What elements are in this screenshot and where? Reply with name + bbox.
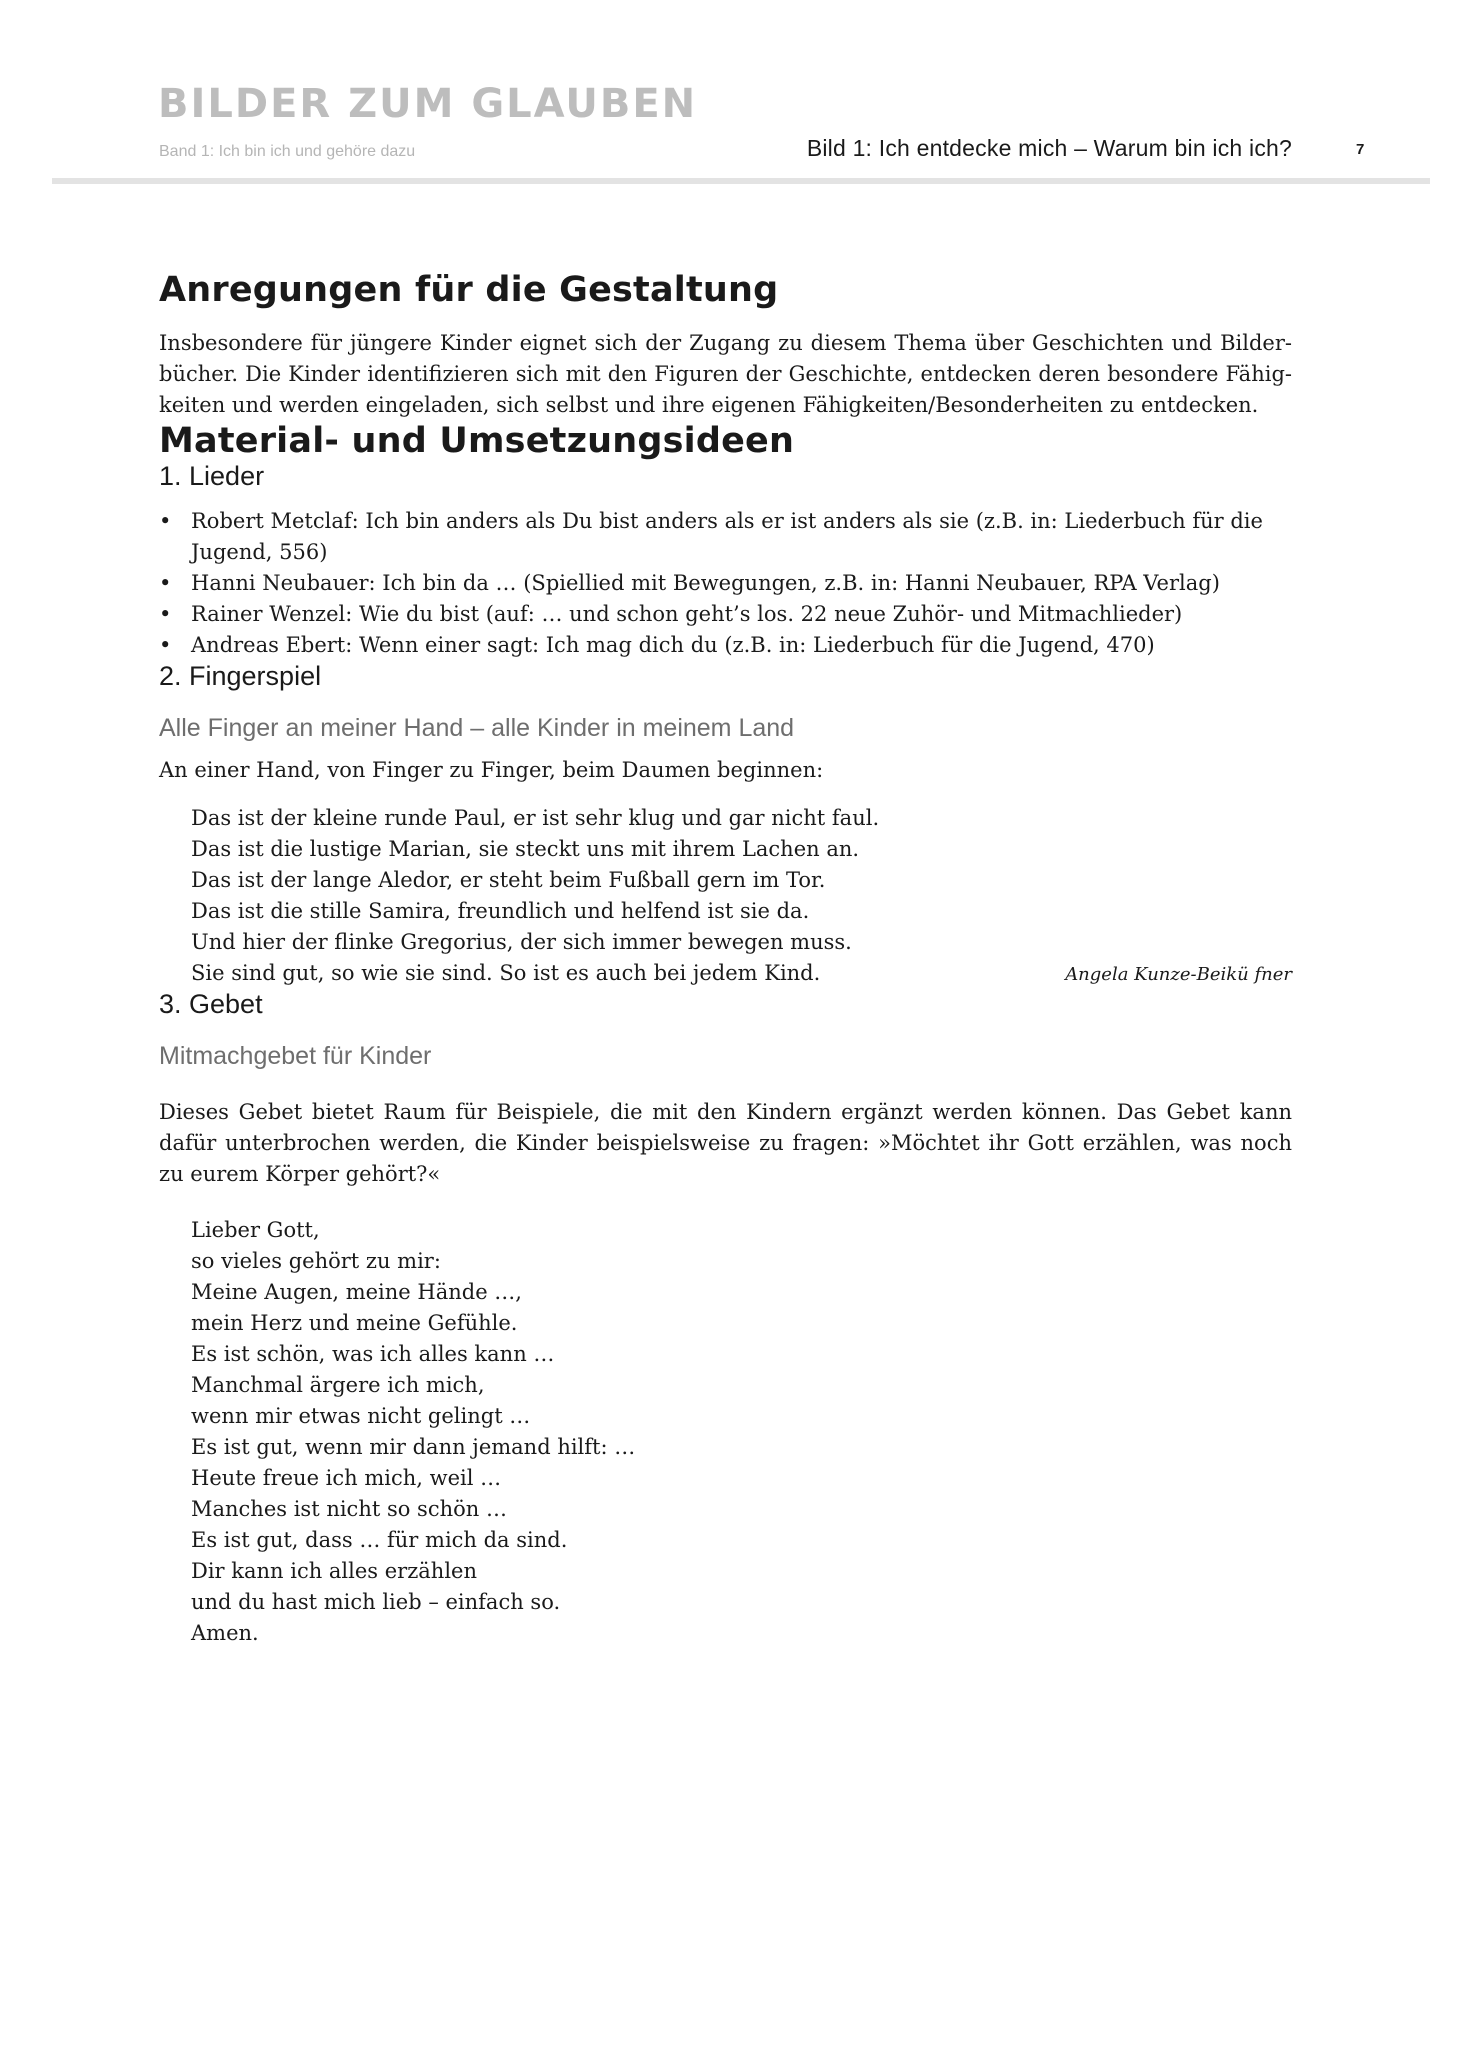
prayer-line: Meine Augen, meine Hände …, bbox=[191, 1280, 522, 1304]
poem-line: Das ist der lange Aledor, er steht beim Fußball gern im Tor. bbox=[191, 868, 826, 892]
prayer-line: Dir kann ich alles erzählen bbox=[191, 1559, 477, 1583]
list-item bbox=[159, 630, 1292, 661]
song-entry: Robert Metclaf: Ich bin anders als Du bist anders als er ist anders als sie (z.B. in: Liederbuch für die Jugend, 556) bbox=[191, 509, 1263, 564]
poem-line: Das ist die lustige Marian, sie steckt uns mit ihrem Lachen an. bbox=[191, 837, 860, 861]
prayer-text bbox=[191, 1215, 1292, 1649]
poem-line: Und hier der flinke Gregorius, der sich immer bewegen muss. bbox=[191, 930, 852, 954]
fingerplay-title: Alle Finger an meiner Hand – alle Kinder in meinem Land bbox=[159, 714, 795, 742]
subheading-songs: 1. Lieder bbox=[159, 461, 265, 491]
header-divider bbox=[52, 178, 1430, 184]
prayer-intro: Dieses Gebet bietet Raum für Beispiele, die mit den Kindern ergänzt werden können. Das Gebet kann dafür unterbrochen werden, die Kinder beispielsweise zu fragen: »Möchtet ihr Gott erzählen, was noch zu eurem Körper gehört?« bbox=[159, 1100, 1292, 1186]
bullet: • bbox=[159, 509, 172, 533]
song-entry: Rainer Wenzel: Wie du bist (auf: … und schon geht’s los. 22 neue Zuhör- und Mitmachlieder) bbox=[191, 602, 1183, 626]
page-number: 7 bbox=[1356, 141, 1365, 158]
page-content bbox=[159, 270, 1292, 1649]
poem-line: Sie sind gut, so wie sie sind. So ist es auch bei jedem Kind. bbox=[191, 961, 821, 985]
prayer-line: so vieles gehört zu mir: bbox=[191, 1249, 441, 1273]
prayer-line: Es ist gut, wenn mir dann jemand hilft: … bbox=[191, 1435, 636, 1459]
list-item bbox=[159, 599, 1292, 630]
subheading-fingerplay: 2. Fingerspiel bbox=[159, 661, 322, 691]
bullet: • bbox=[159, 633, 172, 657]
section-heading-materials: Material- und Umsetzungsideen bbox=[159, 421, 795, 461]
section-heading-design: Anregungen für die Gestaltung bbox=[159, 270, 779, 310]
prayer-line: Manches ist nicht so schön … bbox=[191, 1497, 507, 1521]
chapter-title: Bild 1: Ich entdecke mich – Warum bin ich ich? bbox=[806, 135, 1292, 161]
poem-author: Angela Kunze-Beikü fner bbox=[1065, 964, 1292, 985]
prayer-line: Amen. bbox=[191, 1621, 259, 1645]
prayer-line: mein Herz und meine Gefühle. bbox=[191, 1311, 518, 1335]
poem-line: Das ist der kleine runde Paul, er ist sehr klug und gar nicht faul. bbox=[191, 806, 880, 830]
song-list bbox=[159, 506, 1292, 661]
poem-line: Das ist die stille Samira, freundlich und helfend ist sie da. bbox=[191, 899, 810, 923]
fingerplay-poem bbox=[191, 803, 1292, 989]
prayer-line: Heute freue ich mich, weil … bbox=[191, 1466, 502, 1490]
prayer-line: wenn mir etwas nicht gelingt … bbox=[191, 1404, 531, 1428]
intro-paragraph: Insbesondere für jüngere Kinder eignet sich der Zugang zu diesem Thema über Geschichten und Bilderbücher. Die Kinder identifizieren sich mit den Figuren der Geschichte, entdecken deren besondere Fähigkeiten und werden eingeladen, sich selbst und ihre eigenen Fähigkeiten/Besonderheiten zu entdecken. bbox=[159, 331, 1292, 417]
subheading-prayer: 3. Gebet bbox=[159, 989, 263, 1019]
song-entry: Andreas Ebert: Wenn einer sagt: Ich mag dich du (z.B. in: Liederbuch für die Jugend, 470) bbox=[191, 633, 1155, 657]
bullet: • bbox=[159, 571, 172, 595]
fingerplay-instruction: An einer Hand, von Finger zu Finger, beim Daumen beginnen: bbox=[159, 758, 824, 782]
prayer-line: Es ist schön, was ich alles kann … bbox=[191, 1342, 555, 1366]
series-subtitle: Band 1: Ich bin ich und gehöre dazu bbox=[159, 143, 416, 160]
prayer-line: Es ist gut, dass … für mich da sind. bbox=[191, 1528, 568, 1552]
prayer-line: Lieber Gott, bbox=[191, 1218, 320, 1242]
prayer-line: und du hast mich lieb – einfach so. bbox=[191, 1590, 561, 1614]
bullet: • bbox=[159, 602, 172, 626]
series-title: BILDER ZUM GLAUBEN bbox=[158, 81, 698, 127]
list-item bbox=[159, 568, 1292, 599]
prayer-title: Mitmachgebet für Kinder bbox=[159, 1042, 432, 1070]
song-entry: Hanni Neubauer: Ich bin da … (Spiellied mit Bewegungen, z.B. in: Hanni Neubauer, RPA Verlag) bbox=[191, 571, 1220, 595]
prayer-line: Manchmal ärgere ich mich, bbox=[191, 1373, 485, 1397]
list-item bbox=[159, 506, 1292, 568]
